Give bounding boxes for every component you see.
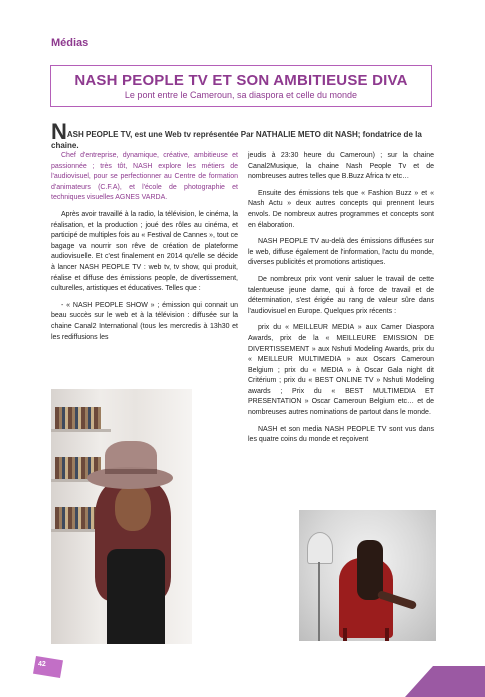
article-subtitle: Le pont entre le Cameroun, sa diaspora et celle du monde (124, 90, 358, 100)
shelf (51, 429, 111, 432)
left-column (51, 151, 238, 349)
studio-lamp (307, 532, 333, 564)
body-paragraph: - « NASH PEOPLE SHOW » ; émission qui connait un beau succès sur le web et à la télévision : diffusée sur la chaine Canal2 International (tous les mercredis à 13h30 et les rediffusions les (51, 301, 238, 341)
body-paragraph: Ensuite des émissions tels que « Fashion Buzz » et « Nash Actu » deux autres concepts qui prennent leurs envols. De nombreux autres programmes et concepts sont en élaboration. (248, 189, 434, 229)
intro-paragraph: Chef d'entreprise, dynamique, créative, ambitieuse et passionnée ; très tôt, NASH explore les métiers de l'audiovisuel, pour se perfectionner au Centre de formation d'animateurs (C.F.A), et l'école de photographie et techniques visuelles AGNES VARDA. (51, 152, 238, 202)
body-paragraph: De nombreux prix vont venir saluer le travail de cette talentueuse jeune dame, qui à force de travail et de détermination, s'est érigée au rang de valeur sûre dans l'audiovisuel en Europe. Quelques prix récents : (248, 275, 434, 315)
body-paragraph: NASH et son media NASH PEOPLE TV sont vus dans les quatre coins du monde et reçoivent (248, 425, 434, 444)
lead-paragraph (51, 119, 436, 151)
drop-cap: N (51, 119, 67, 144)
black-top (107, 549, 165, 644)
corner-decoration (405, 666, 485, 697)
lead-text: ASH PEOPLE TV, est une Web tv représentée Par NATHALIE METO dit NASH; fondatrice de la chaine. (51, 130, 422, 150)
article-title-box (50, 65, 432, 107)
right-column (248, 151, 434, 452)
face (115, 485, 151, 531)
article-title: NASH PEOPLE TV ET SON AMBITIEUSE DIVA (74, 72, 408, 89)
chair-leg (385, 628, 389, 641)
chair-leg (343, 628, 347, 641)
awards-paragraph: prix du « MEILLEUR MEDIA » aux Camer Diaspora Awards, prix de la « MEILLEURE EMISSION DE DIVERTISSEMENT » aux Nshuti Modeling Awards, prix du « MEILLEUR MULTIMEDIA » aux Oscars Cameroun Belgium ; prix du « MEDIA » à Oscar Gala night dit Critérium ; prix du « BEST ONLINE TV » Nshuti Modeling awards ; Prix du « BEST MULTIMEDIA ET PRESENTATION » Oscar Cameroun Belgium etc… et de nombreuses autres nominations de partout dans le monde. (248, 324, 434, 417)
portrait-photo-hat (51, 389, 192, 644)
body-paragraph: Après avoir travaillé à la radio, la télévision, le cinéma, la réalisation, et la production ; joué des rôles au cinéma, et participé de multiples fois au « Festival de Cannes », tout ce bagage va nourrir son rêve de création de plateforme audiovisuelle. Et c'est finalement en 2014 qu'elle se décide à lancer NASH PEOPLE TV : web tv, tv show, qui produit, réalise et diffuse des émissions people, de divertissement, culturelles, artistiques et éducatives. Telles que : (51, 210, 238, 293)
lamp-pole (318, 562, 320, 641)
body-paragraph: jeudis à 23:30 heure du Cameroun) ; sur la chaine Canal2Musique, la chaine Nash People Tv et de nombreuses autres telles que B.Buzz Africa tv etc… (248, 152, 434, 181)
page-number: 42 (38, 661, 46, 668)
hat-band (105, 469, 157, 474)
books (55, 407, 101, 429)
body-paragraph: NASH PEOPLE TV au-delà des émissions diffusées sur le web, diffuse également de l'information, l'actu du monde, diverses publicités et promotions artistiques. (248, 238, 434, 267)
studio-photo-chair (299, 510, 436, 641)
section-label: Médias (51, 37, 89, 49)
